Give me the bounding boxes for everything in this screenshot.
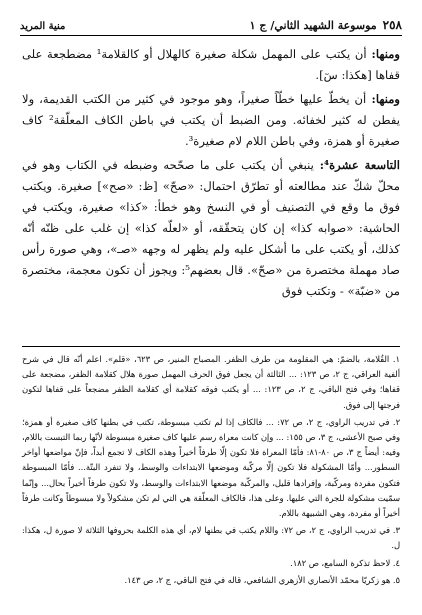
- paragraph: [22, 155, 400, 302]
- paragraph-text: أن يخطّ عليها خطّاً صغيراً، وهو موجود في كثير من الكتب القديمة، ولا يفطن له كثير لخفائه. ومن الضبط أن يكتب في باطن الكاف المعلّقة² كاف صغيرة أو همزة، وفي باطن اللام لام صغيرة³.: [22, 92, 400, 148]
- footnotes: [22, 352, 400, 590]
- footnote-text: هو زكريّا محمّد الأنصاري الأزهري الشافعي، قاله في فتح الباقي، ج ٢، ص ١٤٣.: [124, 574, 391, 585]
- paragraph-lead: ومنها:: [366, 47, 401, 61]
- footnote-number: ١.: [392, 354, 401, 364]
- main-text: [22, 44, 400, 305]
- footnote-text: في تدريب الراوي، ج ٢، ص ٧٢: واللام يكتب في بطنها لام، أي هذه الكلمة بحروفها الثلاثة لا صورة ل، هكذا: ل.: [22, 525, 400, 551]
- footnote-number: ٥.: [392, 574, 400, 585]
- book-title: منية المريد: [20, 21, 66, 32]
- footnote: [22, 352, 400, 413]
- footnote-number: ٣.: [392, 525, 401, 536]
- footnote: [22, 556, 400, 571]
- paragraph-text: ينبغي أن يكتب على ما صحّحه وضبطه في الكتاب وهو في محلّ شكّ عند مطالعته أو تطرّق احتمال: «صحّ» [ظ: «صح»] صغيرة. ويكتب فوق ما وقع في التصنيف أو في النسخ وهو خطأ: «كذا» صغيرة، ويكتب في الحاشية: «صوابه كذا» إن كان يتحقّقه، أو «لعلّه كذا» إن غلب على ظنّه أنّه كذلك، أو يكتب على ما أشكل عليه ولم يظهر له وجهه «صـ»، وهي صورة رأس صاد مهملة مختصرة من «صحّ». قال بعضهم⁵: ويجوز أن تكون معجمة، مختصرة من «ضبّة» - وتكتب فوق: [22, 158, 400, 298]
- page-number: ٢٥٨: [382, 18, 402, 32]
- footnote-number: ٤.: [392, 557, 400, 568]
- paragraph-lead: ومنها:: [366, 92, 401, 106]
- footnote: [22, 523, 400, 553]
- footnote-divider: [22, 346, 400, 347]
- running-header: [20, 14, 402, 36]
- paragraph-lead: التاسعة عشرة⁴:: [313, 158, 400, 172]
- footnote-text: القُلامة، بالضمّ: هي المقلومة من طرف الظفر. المصباح المنير، ص ٦٢٣، «قلم». اعلم أنّه قال في شرح ألفية العراقي، ج ٢، ص ١٢٣: ... الثالثة أن يجعل فوق الحرف المهمل صورة هلال كقلامة الظفر، مضجعة على قفاها؛ وفي فتح الباقي، ج ٢، ص ١٢٣: ... أو يكتب فوقه كقلامة أي كقلامة الظفر مضجعاً على قفاها لتكون فرجتها إلى فوق.: [22, 354, 401, 410]
- paragraph: [22, 44, 400, 86]
- footnote-text: لاحظ تذكرة السامع، ص ١٨٢.: [290, 557, 391, 568]
- header-right: [250, 18, 402, 32]
- footnote-text: في تدريب الراوي، ج ٢، ص ٧٢: ... فالكاف إذا لم تكتب مبسوطة، تكتب في بطنها كاف صغيرة أو همزة؛ وفي صبح الأعشى، ج ٣، ص ١٥٥: ... وإن كانت معراة رسم عليها كاف صغيرة مبسوطة لأنّها ربما التبست باللام، وفيه: أيضاً ج ٣، ص ٨٠-٨١: فأمّا المعراة فلا تكون إلّا طرفاً أخيراً وهذه الكاف لا تجمع أبداً، فإنّ مواضعها أواخر السطور... وأمّا المشكولة فلا تكون إلّا مركّبة وموضعها الابتداءات والوسط، ولا تنفرد البتّة... فأمّا المبسوطة فتكون مفردة ومركّبة، وإفرادها قليل، والمركّبة موضعها الابتداءات والوسط، ولا تكون طرفاً أخيراً بحال... وإنّما سمّيت مشكولة للجرة التي عليها. وعلى هذا، فالكاف المعلّقة هي التي لم تكن مشكولاً ولا مبسوطاً وكانت طرفاً أخيراً أو مفردة، وهي الشبيهة باللام.: [22, 416, 401, 519]
- footnote: [22, 415, 400, 521]
- paragraph-text: أن يكتب على المهمل شكلة صغيرة كالهلال أو كالقلامة¹ مضطجعة على قفاها [هكذا: سٓ].: [22, 47, 400, 82]
- work-title: موسوعة الشهيد الثاني/ ج ١: [249, 19, 377, 32]
- footnote: [22, 573, 400, 588]
- paragraph: [22, 89, 400, 152]
- footnote-number: ٢.: [392, 416, 401, 427]
